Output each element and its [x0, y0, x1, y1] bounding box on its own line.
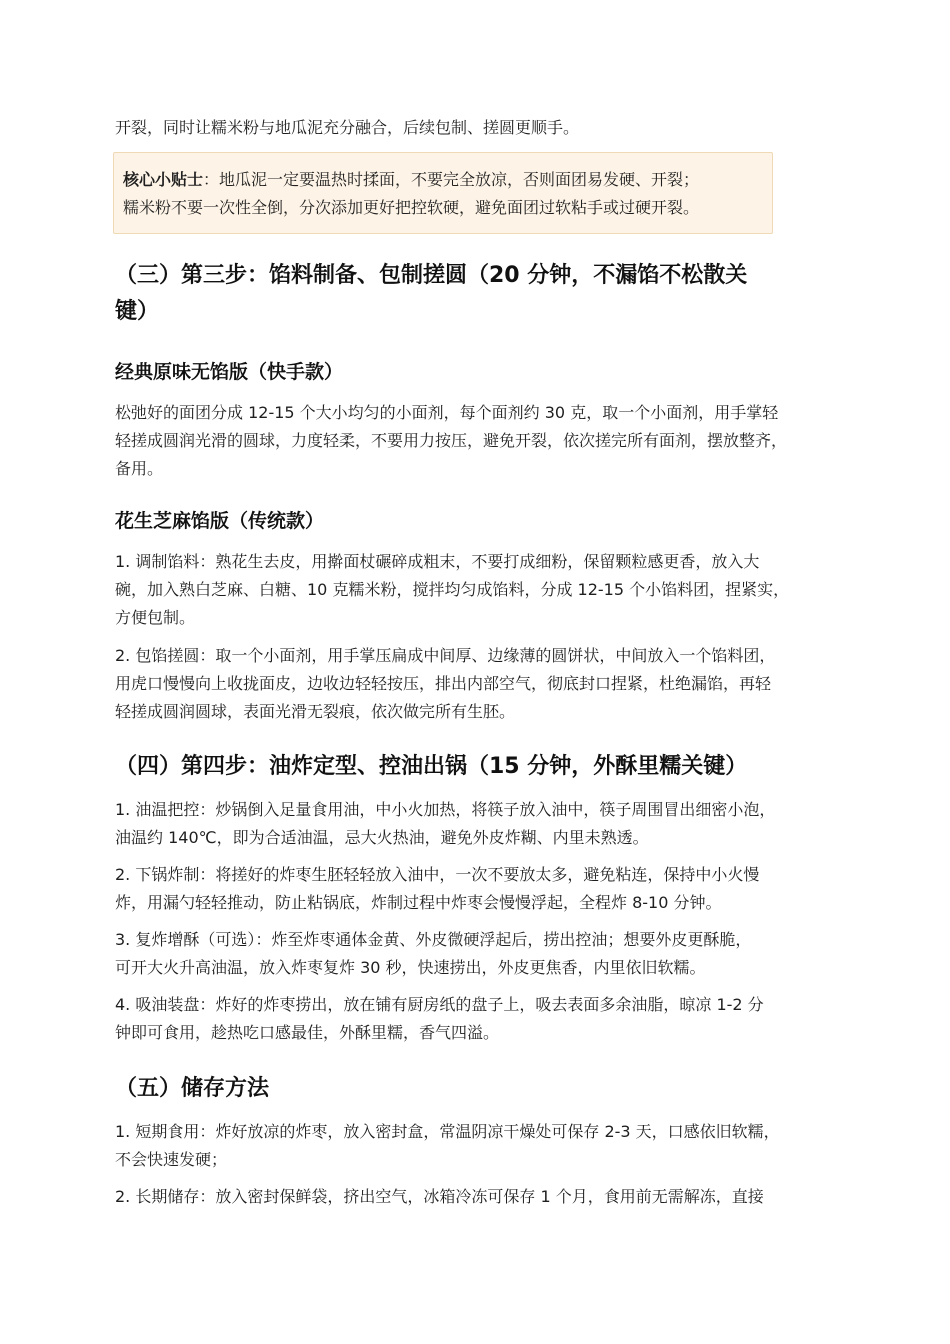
- text-line: 不会快速发硬；: [115, 1150, 228, 1169]
- text-line: 2. 包馅搓圆：取一个小面剂，用手掌压扁成中间厚、边缘薄的圆饼状，中间放入一个馅料团，: [115, 646, 776, 665]
- section4-item1: [115, 796, 847, 852]
- tip-label: 核心小贴士: [123, 170, 204, 189]
- section4-item4: [115, 991, 847, 1047]
- text-line: 轻搓成圆润圆球，表面光滑无裂痕，依次做完所有生胚。: [115, 702, 516, 721]
- tip-box: [113, 152, 773, 234]
- section5-heading: （五）储存方法: [115, 1076, 270, 1101]
- section3-heading-line2: 键）: [115, 299, 160, 324]
- tip-line-1: [123, 166, 772, 194]
- intro-paragraph: 开裂，同时让糯米粉与地瓜泥充分融合，后续包制、搓圆更顺手。: [115, 118, 580, 137]
- section3-heading: [115, 258, 847, 330]
- text-line: 轻搓成圆润光滑的圆球，力度轻柔，不要用力按压，避免开裂，依次搓完所有面剂，摆放整齐，: [115, 431, 788, 450]
- text-line: 4. 吸油装盘：炸好的炸枣捞出，放在铺有厨房纸的盘子上，吸去表面多余油脂，晾凉 1-2 分: [115, 995, 764, 1014]
- section3-sub2-item2: [115, 642, 847, 726]
- text-line: 可开大火升高油温，放入炸枣复炸 30 秒，快速捞出，外皮更焦香，内里依旧软糯。: [115, 958, 706, 977]
- section3-heading-line1: （三）第三步：馅料制备、包制搓圆（20 分钟，不漏馅不松散关: [115, 263, 748, 288]
- text-line: 松弛好的面团分成 12-15 个大小均匀的小面剂，每个面剂约 30 克，取一个小面剂，用手掌轻: [115, 403, 779, 422]
- section4-heading: （四）第四步：油炸定型、控油出锅（15 分钟，外酥里糯关键）: [115, 754, 748, 779]
- tip-line-2: 糯米粉不要一次性全倒，分次添加更好把控软硬，避免面团过软粘手或过硬开裂。: [123, 198, 700, 217]
- text-line: 备用。: [115, 459, 164, 478]
- section4-item3: [115, 926, 847, 982]
- text-line: 炸，用漏勺轻轻推动，防止粘锅底，炸制过程中炸枣会慢慢浮起，全程炸 8-10 分钟。: [115, 893, 722, 912]
- tip-text-1: ：地瓜泥一定要温热时揉面，不要完全放凉，否则面团易发硬、开裂；: [203, 170, 700, 189]
- text-line: 1. 调制馅料：熟花生去皮，用擀面杖碾碎成粗末，不要打成细粉，保留颗粒感更香，放入大: [115, 552, 760, 571]
- text-line: 2. 下锅炸制：将搓好的炸枣生胚轻轻放入油中，一次不要放太多，避免粘连，保持中小火慢: [115, 865, 760, 884]
- text-line: 碗，加入熟白芝麻、白糖、10 克糯米粉，搅拌均匀成馅料，分成 12-15 个小馅料团，捏紧实，: [115, 580, 790, 599]
- text-line: 3. 复炸增酥（可选）：炸至炸枣通体金黄、外皮微硬浮起后，捞出控油；想要外皮更酥脆，: [115, 930, 752, 949]
- section3-sub1-body: [115, 399, 847, 483]
- section5-item1: [115, 1118, 847, 1174]
- text-line: 1. 油温把控：炒锅倒入足量食用油，中小火加热，将筷子放入油中，筷子周围冒出细密小泡，: [115, 800, 776, 819]
- text-line: 方便包制。: [115, 608, 196, 627]
- text-line: 钟即可食用，趁热吃口感最佳，外酥里糯，香气四溢。: [115, 1023, 500, 1042]
- section3-sub2-title: 花生芝麻馅版（传统款）: [115, 510, 325, 532]
- section5-item2: [115, 1183, 847, 1211]
- text-line: 用虎口慢慢向上收拢面皮，边收边轻轻按压，排出内部空气，彻底封口捏紧，杜绝漏馅，再轻: [115, 674, 772, 693]
- section3-sub1-title: 经典原味无馅版（快手款）: [115, 361, 344, 383]
- section4-item2: [115, 861, 847, 917]
- text-line: 1. 短期食用：炸好放凉的炸枣，放入密封盒，常温阴凉干燥处可保存 2-3 天，口感依旧软糯，: [115, 1122, 780, 1141]
- text-line: 2. 长期储存：放入密封保鲜袋，挤出空气，冰箱冷冻可保存 1 个月，食用前无需解冻，直接: [115, 1187, 764, 1206]
- text-line: 油温约 140℃，即为合适油温，忌大火热油，避免外皮炸糊、内里未熟透。: [115, 828, 649, 847]
- section3-sub2-item1: [115, 548, 847, 632]
